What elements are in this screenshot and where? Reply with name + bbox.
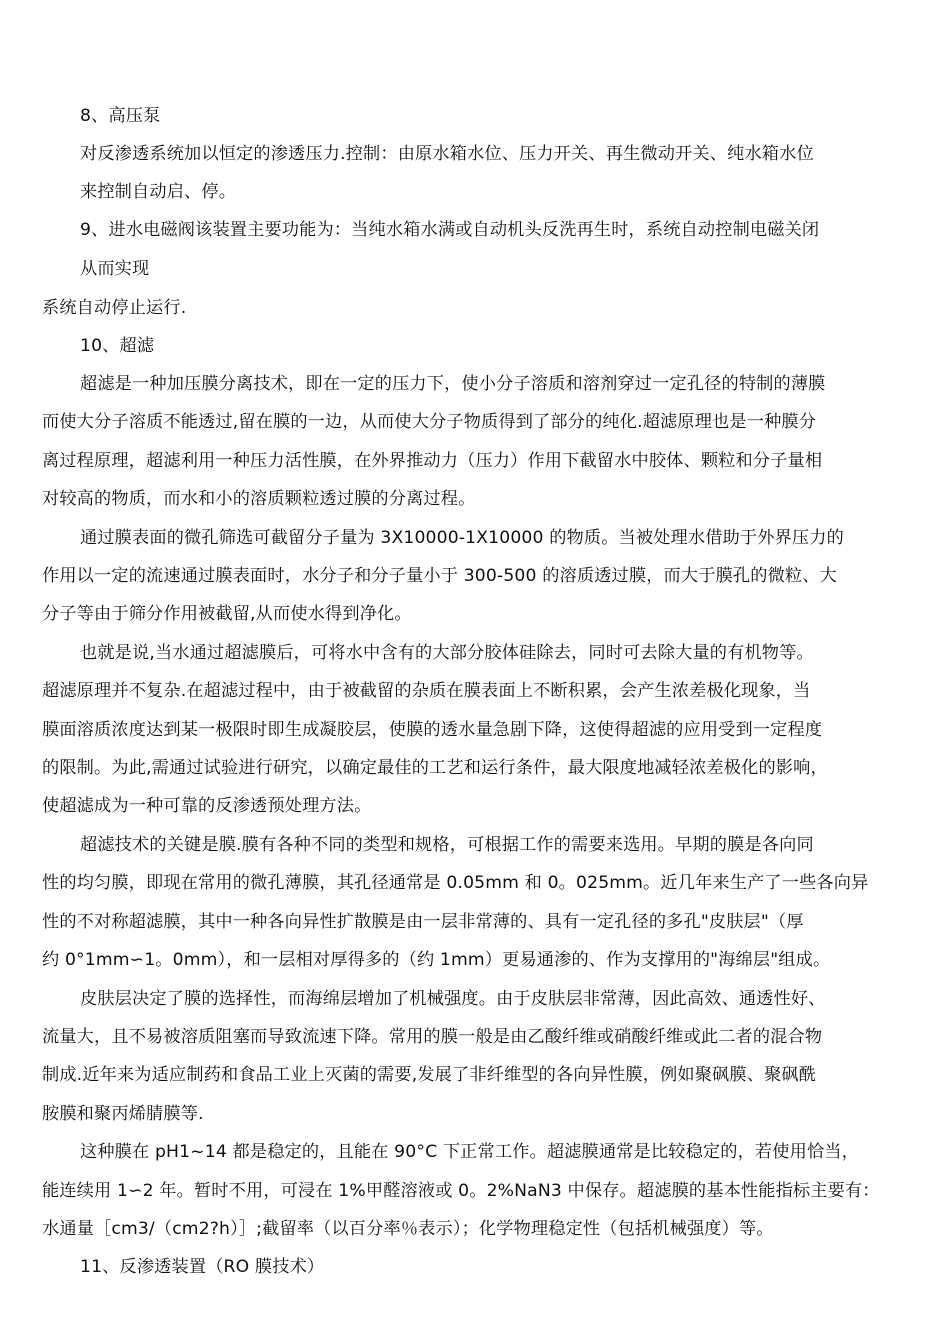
- paragraph-line: 超滤原理并不复杂.在超滤过程中，由于被截留的杂质在膜表面上不断积累，会产生浓差极化现象，当: [42, 681, 811, 701]
- paragraph-line: 性的不对称超滤膜，其中一种各向异性扩散膜是由一层非常薄的、具有一定孔径的多孔"皮肤层"（厚: [42, 912, 804, 932]
- paragraph-line: 水通量［cm3/（cm2?h）］;截留率（以百分率％表示）；化学物理稳定性（包括机械强度）等。: [42, 1219, 774, 1239]
- paragraph-line: 超滤技术的关键是膜.膜有各种不同的类型和规格，可根据工作的需要来选用。早期的膜是各向同: [80, 835, 814, 855]
- paragraph-line: 从而实现: [80, 259, 150, 279]
- paragraph-line: 超滤是一种加压膜分离技术，即在一定的压力下，使小分子溶质和溶剂穿过一定孔径的特制的薄膜: [80, 374, 826, 394]
- paragraph-line: 离过程原理，超滤利用一种压力活性膜，在外界推动力（压力）作用下截留水中胶体、颗粒和分子量相: [42, 451, 823, 471]
- paragraph-line: 分子等由于筛分作用被截留,从而使水得到净化。: [42, 604, 412, 624]
- heading-reverse-osmosis-device: 11、反渗透装置（RO 膜技术）: [80, 1257, 325, 1277]
- paragraph-line: 胺膜和聚丙烯腈膜等.: [42, 1104, 204, 1124]
- heading-high-pressure-pump: 8、高压泵: [80, 106, 161, 126]
- paragraph-line: 来控制自动启、停。: [80, 182, 237, 202]
- paragraph-line: 性的均匀膜，即现在常用的微孔薄膜，其孔径通常是 0.05mm 和 0。025mm。近几年来生产了一些各向异: [42, 873, 869, 893]
- paragraph-line: 制成.近年来为适应制药和食品工业上灭菌的需要,发展了非纤维型的各向异性膜，例如聚砜膜、聚砜酰: [42, 1065, 817, 1085]
- paragraph-line: 作用以一定的流速通过膜表面时，水分子和分子量小于 300-500 的溶质透过膜，而大于膜孔的微粒、大: [42, 566, 837, 586]
- paragraph-line: 而使大分子溶质不能透过,留在膜的一边，从而使大分子物质得到了部分的纯化.超滤原理也是一种膜分: [42, 412, 817, 432]
- paragraph-line: 对较高的物质，而水和小的溶质颗粒透过膜的分离过程。: [42, 489, 476, 509]
- paragraph-line: 系统自动停止运行.: [42, 298, 187, 318]
- paragraph-line: 使超滤成为一种可靠的反渗透预处理方法。: [42, 796, 372, 816]
- paragraph-line: 对反渗透系统加以恒定的渗透压力.控制：由原水箱水位、压力开关、再生微动开关、纯水箱水位: [80, 144, 814, 164]
- paragraph-line: 的限制。为此,需通过试验进行研究，以确定最佳的工艺和运行条件，最大限度地减轻浓差极化的影响，: [42, 758, 828, 778]
- paragraph-line: 也就是说,当水通过超滤膜后，可将水中含有的大部分胶体硅除去，同时可去除大量的有机物等。: [80, 643, 814, 663]
- paragraph-line: 9、进水电磁阀该装置主要功能为：当纯水箱水满或自动机头反洗再生时，系统自动控制电磁关闭: [80, 220, 820, 240]
- paragraph-line: 膜面溶质浓度达到某一极限时即生成凝胶层，使膜的透水量急剧下降，这使得超滤的应用受到一定程度: [42, 720, 823, 740]
- paragraph-line: 这种膜在 pH1~14 都是稳定的，且能在 90°C 下正常工作。超滤膜通常是比较稳定的，若使用恰当，: [80, 1142, 859, 1162]
- paragraph-line: 通过膜表面的微孔筛选可截留分子量为 3X10000-1X10000 的物质。当被处理水借助于外界压力的: [80, 528, 844, 548]
- paragraph-line: 能连续用 1∽2 年。暂时不用，可浸在 1%甲醛溶液或 0。2%NaN3 中保存。超滤膜的基本性能指标主要有：: [42, 1181, 880, 1201]
- paragraph-line: 皮肤层决定了膜的选择性，而海绵层增加了机械强度。由于皮肤层非常薄，因此高效、通透性好、: [80, 989, 826, 1009]
- heading-ultrafiltration: 10、超滤: [80, 336, 155, 356]
- paragraph-line: 约 0°1mm∽1。0mm），和一层相对厚得多的（约 1mm）更易通渗的、作为支撑用的"海绵层"组成。: [42, 950, 831, 970]
- paragraph-line: 流量大，且不易被溶质阻塞而导致流速下降。常用的膜一般是由乙酸纤维或硝酸纤维或此二者的混合物: [42, 1027, 823, 1047]
